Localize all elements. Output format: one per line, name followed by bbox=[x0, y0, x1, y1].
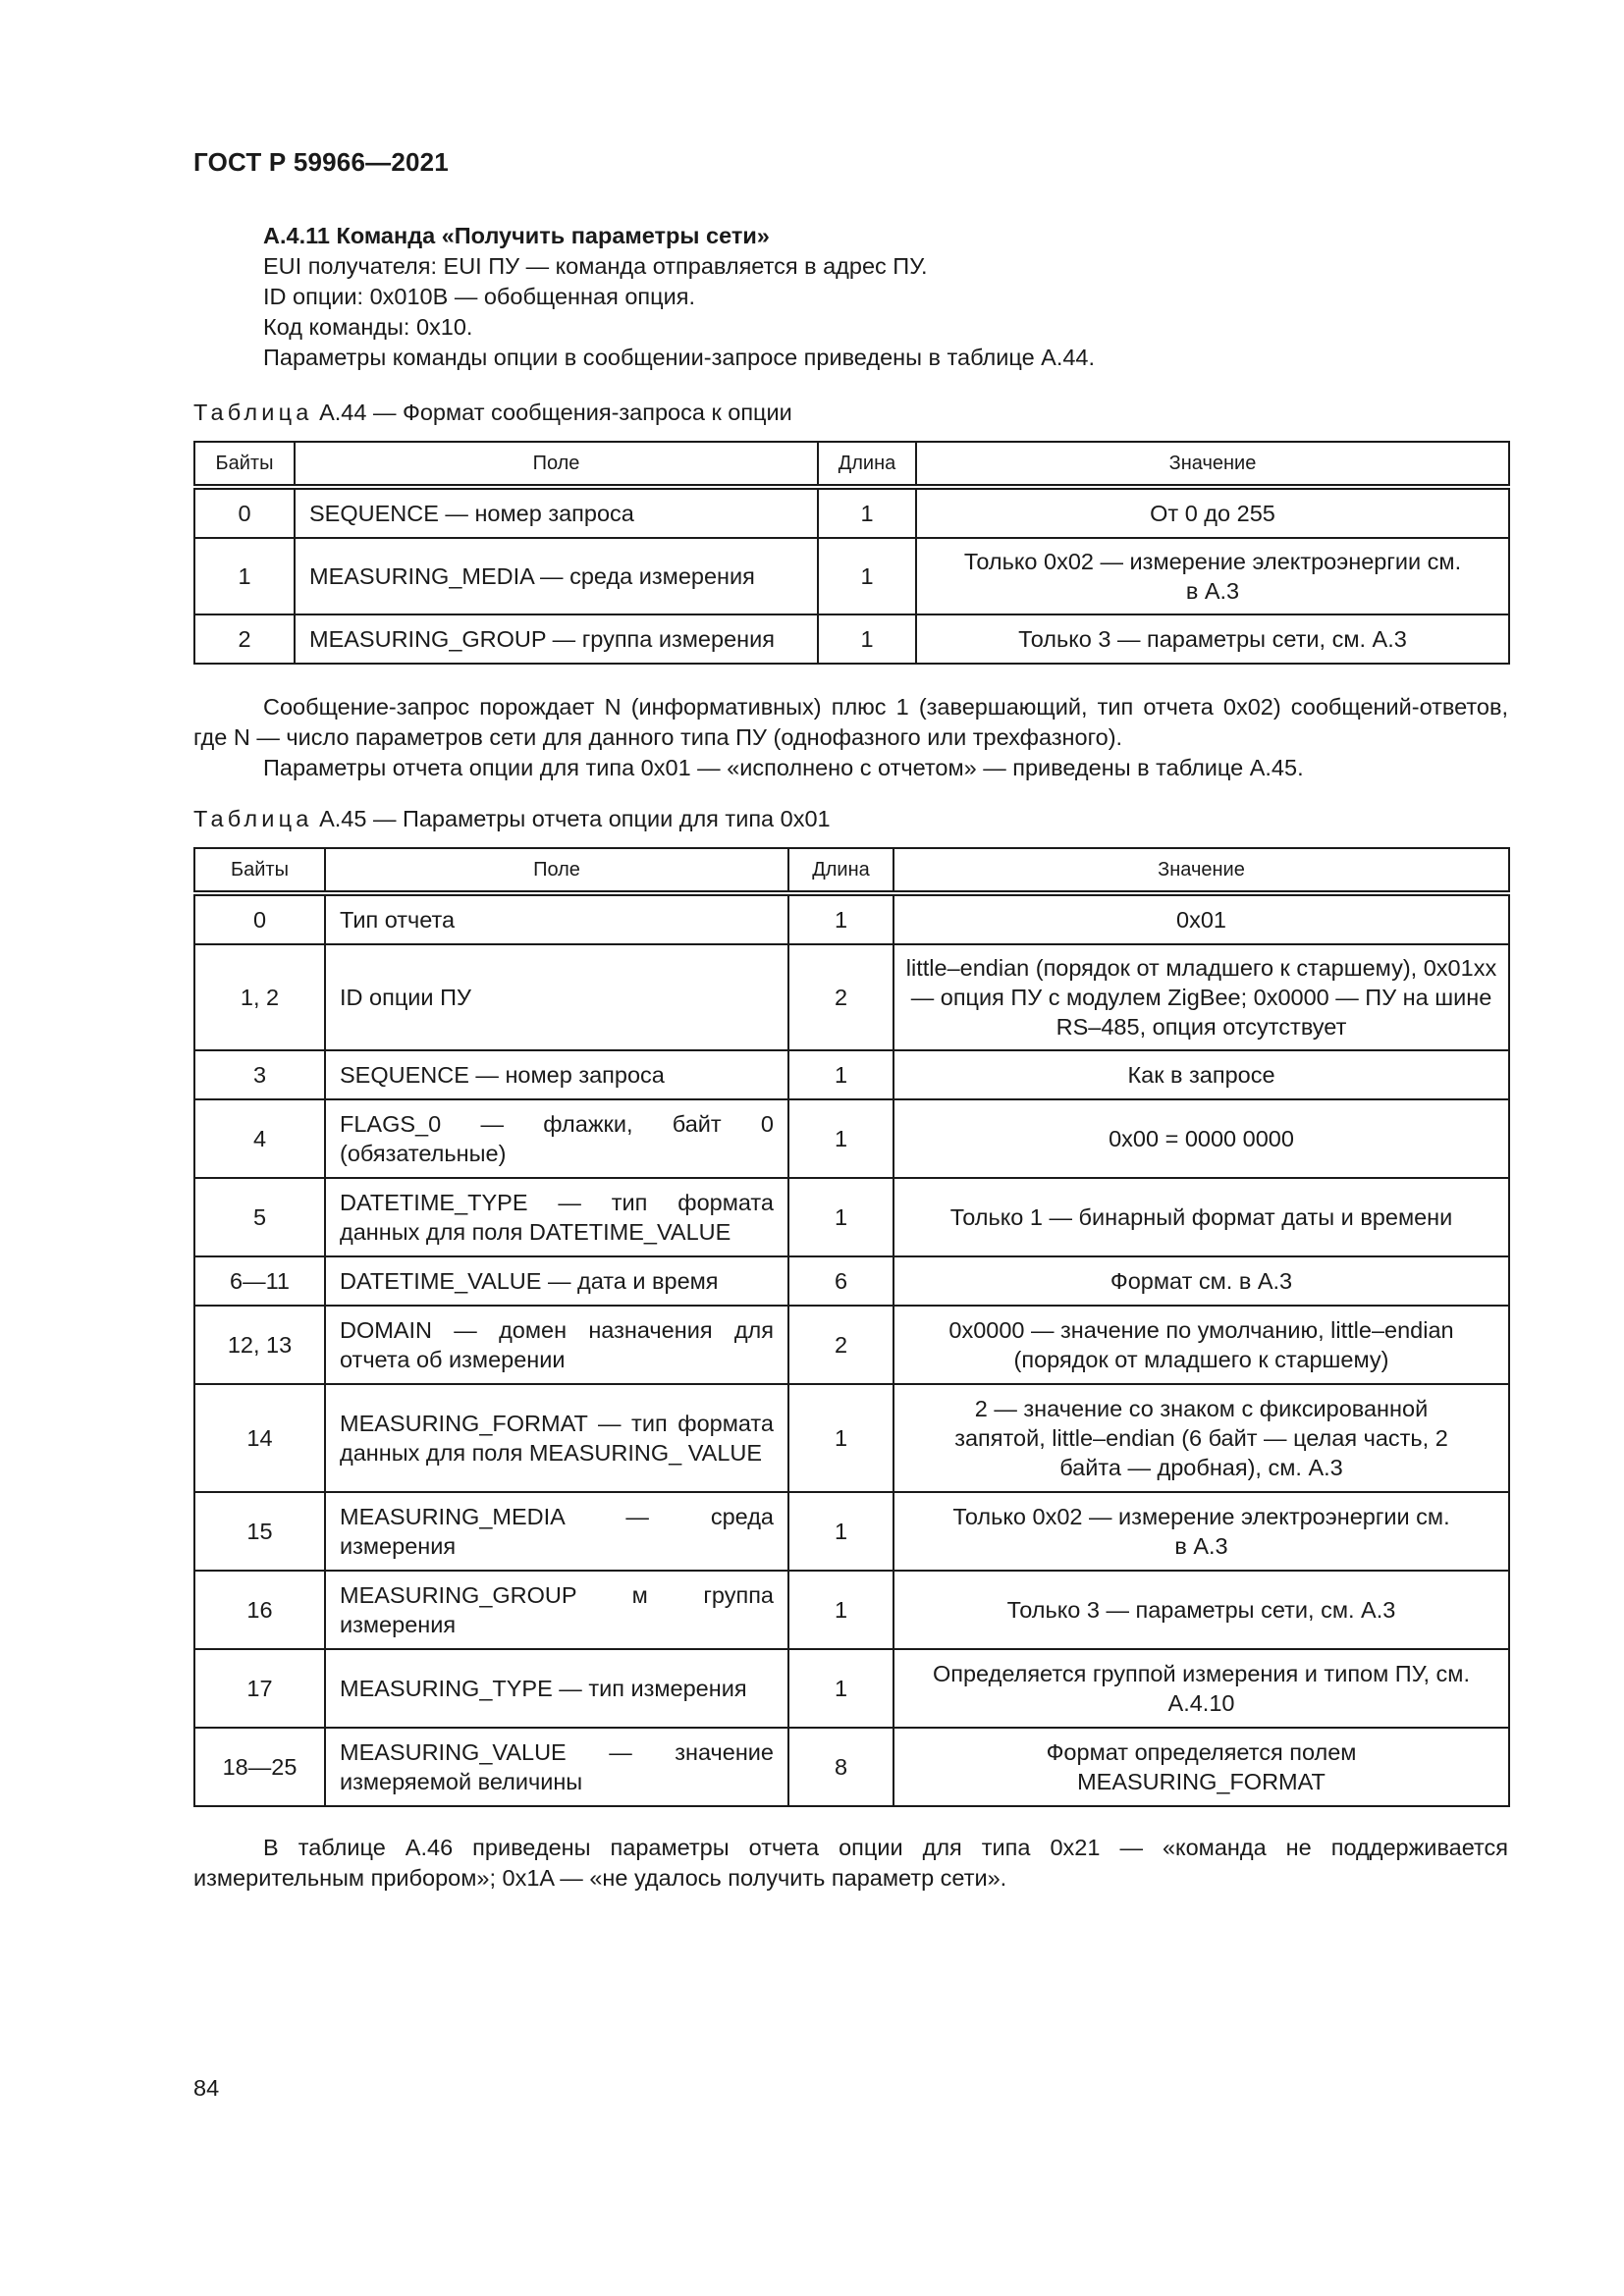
cell-field: DATETIME_TYPE — тип формата данных для поля DATETIME_VALUE bbox=[325, 1178, 788, 1256]
cell-field: MEASURING_FORMAT — тип формата данных для поля MEASURING_ VALUE bbox=[325, 1384, 788, 1492]
cell-bytes: 3 bbox=[194, 1050, 325, 1099]
header-length: Длина bbox=[818, 442, 916, 487]
table-header-row bbox=[194, 442, 1509, 487]
cell-field: MEASURING_VALUE — значение измеряемой величины bbox=[325, 1728, 788, 1806]
cell-bytes: 12, 13 bbox=[194, 1306, 325, 1384]
cell-value: Только 1 — бинарный формат даты и времени bbox=[893, 1178, 1509, 1256]
cell-value: 0x0000 — значение по умолчанию, little–endian (порядок от младшего к старшему) bbox=[893, 1306, 1509, 1384]
cell-length: 1 bbox=[788, 1384, 893, 1492]
cell-length: 8 bbox=[788, 1728, 893, 1806]
cell-field: SEQUENCE — номер запроса bbox=[295, 487, 818, 538]
cell-length: 1 bbox=[788, 1492, 893, 1571]
cell-field: MEASURING_MEDIA — среда измерения bbox=[325, 1492, 788, 1571]
cell-length: 1 bbox=[788, 1571, 893, 1649]
cell-length: 2 bbox=[788, 944, 893, 1050]
cell-length: 1 bbox=[788, 1099, 893, 1178]
table-row bbox=[194, 614, 1509, 664]
table-row bbox=[194, 1649, 1509, 1728]
table-row bbox=[194, 1571, 1509, 1649]
cell-field: MEASURING_TYPE — тип измерения bbox=[325, 1649, 788, 1728]
section-line: ID опции: 0x010B — обобщенная опция. bbox=[263, 284, 695, 309]
section-title: А.4.11 Команда «Получить параметры сети» bbox=[263, 223, 770, 248]
cell-field: MEASURING_MEDIA — среда измерения bbox=[295, 538, 818, 614]
header-bytes: Байты bbox=[194, 442, 295, 487]
cell-value: little–endian (порядок от младшего к старшему), 0x01xx — опция ПУ с модулем ZigBee; 0x0000 — ПУ на шине RS–485, опция отсутствует bbox=[893, 944, 1509, 1050]
cell-value: Формат см. в А.3 bbox=[893, 1256, 1509, 1306]
cell-bytes: 4 bbox=[194, 1099, 325, 1178]
cell-field: DATETIME_VALUE — дата и время bbox=[325, 1256, 788, 1306]
cell-bytes: 1 bbox=[194, 538, 295, 614]
table-a45 bbox=[193, 847, 1510, 1807]
cell-value: Только 0x02 — измерение электроэнергии см. в А.3 bbox=[916, 538, 1509, 614]
cell-field: ID опции ПУ bbox=[325, 944, 788, 1050]
document-header: ГОСТ Р 59966—2021 bbox=[193, 147, 449, 177]
table-row bbox=[194, 1384, 1509, 1492]
cell-bytes: 0 bbox=[194, 893, 325, 944]
cell-length: 1 bbox=[788, 1178, 893, 1256]
cell-length: 6 bbox=[788, 1256, 893, 1306]
cell-value: Как в запросе bbox=[893, 1050, 1509, 1099]
cell-bytes: 1, 2 bbox=[194, 944, 325, 1050]
header-length: Длина bbox=[788, 848, 893, 893]
cell-bytes: 0 bbox=[194, 487, 295, 538]
table-row bbox=[194, 538, 1509, 614]
cell-length: 2 bbox=[788, 1306, 893, 1384]
cell-length: 1 bbox=[818, 614, 916, 664]
paragraph-text: В таблице А.46 приведены параметры отчета опции для типа 0x21 — «команда не поддерживается измерительным прибором»; 0x1A — «не удалось получить параметр сети». bbox=[193, 1835, 1508, 1891]
cell-value: Только 3 — параметры сети, см. А.3 bbox=[893, 1571, 1509, 1649]
cell-length: 1 bbox=[788, 893, 893, 944]
cell-bytes: 2 bbox=[194, 614, 295, 664]
caption-text: А.44 — Формат сообщения-запроса к опции bbox=[312, 400, 792, 425]
cell-value: От 0 до 255 bbox=[916, 487, 1509, 538]
cell-bytes: 18—25 bbox=[194, 1728, 325, 1806]
page-number: 84 bbox=[193, 2075, 220, 2101]
cell-field: SEQUENCE — номер запроса bbox=[325, 1050, 788, 1099]
caption-label: Таблица bbox=[193, 806, 313, 831]
paragraph-text: Параметры отчета опции для типа 0x01 — «исполнено с отчетом» — приведены в таблице А.45. bbox=[263, 755, 1304, 780]
cell-bytes: 14 bbox=[194, 1384, 325, 1492]
table-row bbox=[194, 1306, 1509, 1384]
cell-value: 0x01 bbox=[893, 893, 1509, 944]
table-a44-caption bbox=[193, 400, 792, 426]
cell-field: DOMAIN — домен назначения для отчета об измерении bbox=[325, 1306, 788, 1384]
section-line: EUI получателя: EUI ПУ — команда отправляется в адрес ПУ. bbox=[263, 253, 928, 279]
header-field: Поле bbox=[325, 848, 788, 893]
header-field: Поле bbox=[295, 442, 818, 487]
table-row bbox=[194, 1256, 1509, 1306]
table-header-row bbox=[194, 848, 1509, 893]
cell-value: Только 0x02 — измерение электроэнергии см. в А.3 bbox=[893, 1492, 1509, 1571]
table-row bbox=[194, 1178, 1509, 1256]
cell-bytes: 17 bbox=[194, 1649, 325, 1728]
header-value: Значение bbox=[916, 442, 1509, 487]
section-a-4-11 bbox=[193, 221, 1509, 373]
cell-bytes: 6—11 bbox=[194, 1256, 325, 1306]
cell-value: Формат определяется полем MEASURING_FORMAT bbox=[893, 1728, 1509, 1806]
table-row bbox=[194, 1492, 1509, 1571]
table-row bbox=[194, 1099, 1509, 1178]
cell-field: FLAGS_0 — флажки, байт 0 (обязательные) bbox=[325, 1099, 788, 1178]
table-a44 bbox=[193, 441, 1510, 665]
cell-length: 1 bbox=[818, 538, 916, 614]
table-row bbox=[194, 1050, 1509, 1099]
paragraph-text: Сообщение-запрос порождает N (информативных) плюс 1 (завершающий, тип отчета 0x02) сообщений-ответов, где N — число параметров сети для данного типа ПУ (однофазного или трехфазного). bbox=[193, 694, 1508, 750]
table-row bbox=[194, 1728, 1509, 1806]
cell-field: MEASURING_GROUP м группа измерения bbox=[325, 1571, 788, 1649]
cell-field: Тип отчета bbox=[325, 893, 788, 944]
cell-bytes: 5 bbox=[194, 1178, 325, 1256]
cell-bytes: 16 bbox=[194, 1571, 325, 1649]
cell-value: 2 — значение со знаком с фиксированной запятой, little–endian (6 байт — целая часть, 2 байта — дробная), см. А.3 bbox=[893, 1384, 1509, 1492]
table-row bbox=[194, 944, 1509, 1050]
table-row bbox=[194, 893, 1509, 944]
paragraph-2 bbox=[193, 1833, 1508, 1894]
paragraph-1 bbox=[193, 692, 1508, 783]
table-a45-caption bbox=[193, 806, 831, 832]
cell-length: 1 bbox=[788, 1649, 893, 1728]
caption-label: Таблица bbox=[193, 400, 313, 425]
cell-value: 0x00 = 0000 0000 bbox=[893, 1099, 1509, 1178]
cell-length: 1 bbox=[788, 1050, 893, 1099]
table-row bbox=[194, 487, 1509, 538]
section-line: Параметры команды опции в сообщении-запросе приведены в таблице А.44. bbox=[263, 345, 1096, 370]
header-value: Значение bbox=[893, 848, 1509, 893]
cell-value: Только 3 — параметры сети, см. А.3 bbox=[916, 614, 1509, 664]
cell-bytes: 15 bbox=[194, 1492, 325, 1571]
cell-value: Определяется группой измерения и типом ПУ, см. А.4.10 bbox=[893, 1649, 1509, 1728]
cell-field: MEASURING_GROUP — группа измерения bbox=[295, 614, 818, 664]
caption-text: А.45 — Параметры отчета опции для типа 0x01 bbox=[312, 806, 831, 831]
section-line: Код команды: 0x10. bbox=[263, 314, 473, 340]
header-bytes: Байты bbox=[194, 848, 325, 893]
cell-length: 1 bbox=[818, 487, 916, 538]
